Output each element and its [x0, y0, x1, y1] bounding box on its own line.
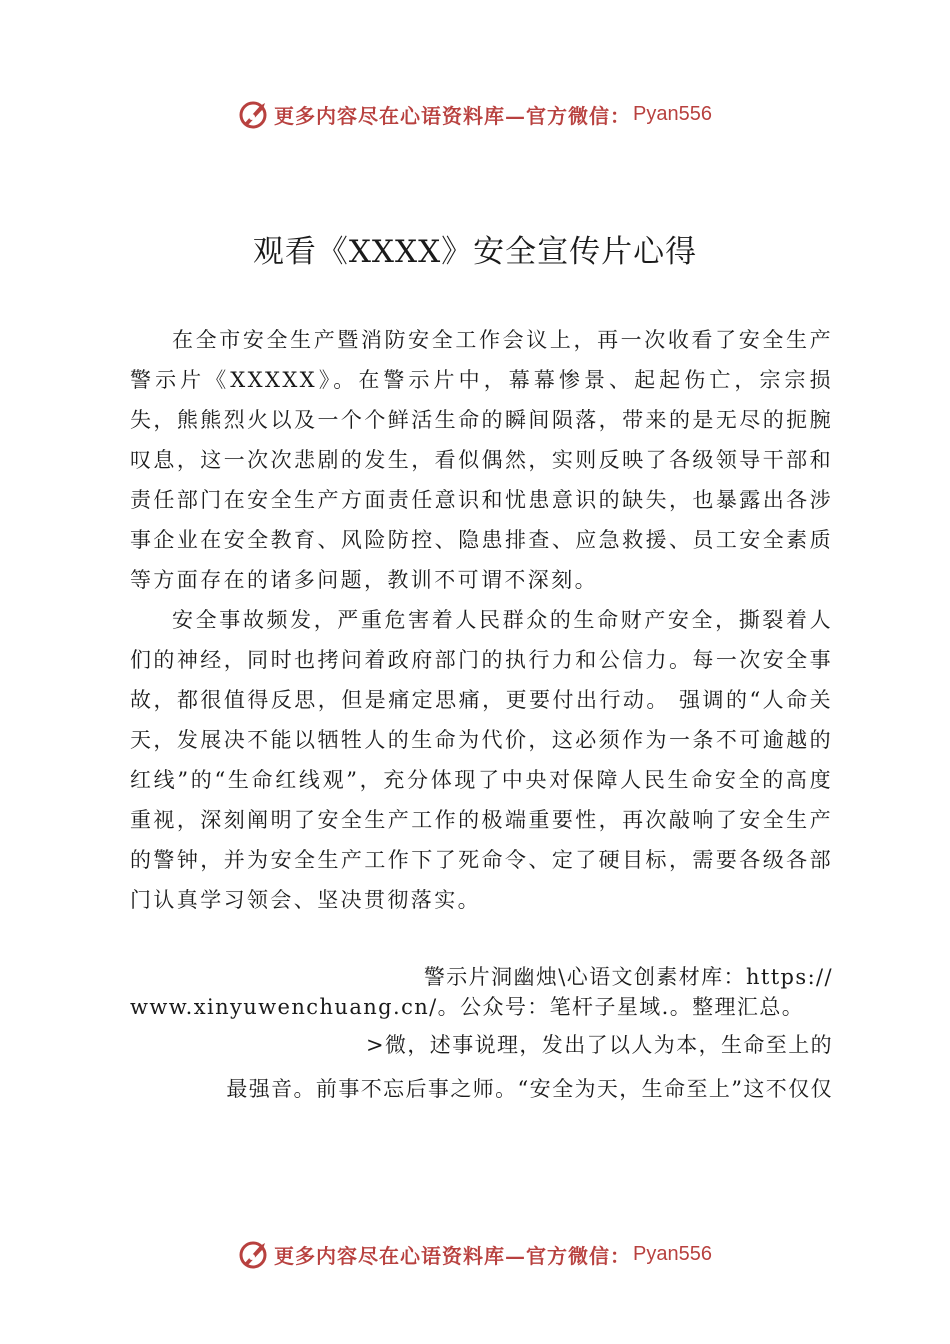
paragraph-1: 在全市安全生产暨消防安全工作会议上，再一次收看了安全生产警示片《XXXXX》。在警示片中，幕幕惨景、起起伤亡，宗宗损失，熊熊烈火以及一个个鲜活生命的瞬间陨落，带来的是无尽的扼腕叹息，这一次次悲剧的发生，看似偶然，实则反映了各级领导干部和责任部门在安全生产方面责任意识和忧患意识的缺失，也暴露出各涉事企业在安全教育、风险防控、隐患排查、应急救援、员工安全素质等方面存在的诸多问题，教训不可谓不深刻。 [130, 328, 833, 592]
pen-circle-logo-icon [238, 98, 270, 130]
tail-text [130, 962, 833, 1104]
footer-wechat-id: Pyan556 [633, 1242, 712, 1265]
document-body [130, 320, 833, 920]
paragraph-2: 安全事故频发，严重危害着人民群众的生命财产安全，撕裂着人们的神经，同时也拷问着政府部门的执行力和公信力。每一次安全事故，都很值得反思，但是痛定思痛，更要付出行动。 强调的“人命关天，发展决不能以牺牲人的生命为代价，这必须作为一条不可逾越的红线”的“生命红线观”，充分体现了中央对保障人民生命安全的高度重视，深刻阐明了安全生产工作的极端重要性，再次敲响了安全生产的警钟，并为安全生产工作下了死命令、定了硬目标，需要各级各部门认真学习领会、坚决贯彻落实。 [130, 608, 833, 912]
tail-line-2: www.xinyuwenchuang.cn/。公众号：笔杆子星域.。整理汇总。 [130, 995, 805, 1019]
header-wechat-id: Pyan556 [633, 102, 712, 125]
header-site-text: 更多内容尽在心语资料库—官方微信： [274, 103, 632, 128]
tail-line-1: 警示片洞幽烛\心语文创素材库：https:// [423, 965, 833, 989]
document-title: 观看《XXXX》安全宣传片心得 [252, 234, 698, 270]
header-banner [0, 94, 950, 134]
tail-line-3: >微，述事说理，发出了以人为本，生命至上的 [366, 1033, 833, 1057]
footer-banner [0, 1234, 950, 1274]
pen-circle-logo-icon [238, 1238, 270, 1270]
footer-site-text: 更多内容尽在心语资料库—官方微信： [274, 1243, 632, 1268]
tail-line-4: 最强音。前事不忘后事之师。“安全为天，生命至上”这不仅仅 [226, 1077, 833, 1101]
